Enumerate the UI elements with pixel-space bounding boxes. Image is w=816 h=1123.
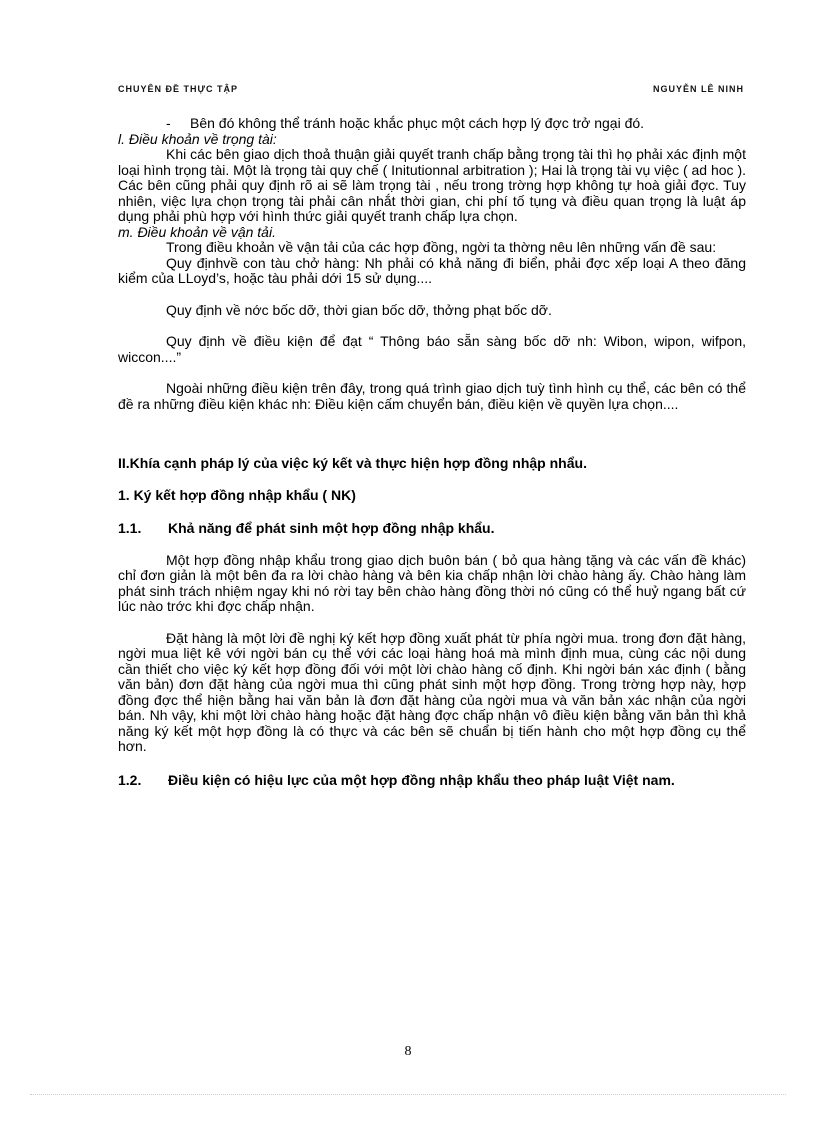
heading-1-2 xyxy=(118,773,746,789)
paragraph-m5: Ngoài những điều kiện trên đây, trong quá trình giao dịch tuỳ tình hình cụ thể, các bên có thể đề ra những điều kiện khác nh: Điều kiện cấm chuyển bán, điều kiện về quyền lựa chọn.... xyxy=(118,380,746,412)
section-ii-title: II.Khía cạnh pháp lý của việc ký kết và thực hiện hợp đồng nhập nhẩu. xyxy=(118,455,587,471)
heading-1-1-text: Khả năng để phát sinh một hợp đồng nhập khẩu. xyxy=(168,520,495,536)
paragraph-m2: Quy địnhvề con tàu chở hàng: Nh phải có khả năng đi biển, phải đợc xếp loại A theo đăng kiểm của LLoyd’s, hoặc tàu phải dới 15 sử dụng.... xyxy=(118,254,746,286)
page-header xyxy=(118,84,744,98)
heading-m: m. Điều khoản về vận tải. xyxy=(118,223,276,240)
heading-1-1-number: 1.1. xyxy=(118,520,142,536)
header-right: NGUYỄN LÊ NINH xyxy=(652,84,744,94)
heading-1: 1. Ký kết hợp đồng nhập khẩu ( NK) xyxy=(118,486,356,503)
paragraph-1-1a: Một hợp đồng nhập khẩu trong giao dịch buôn bán ( bỏ qua hàng tặng và các vấn đề khác) chỉ đơn giản là một bên đa ra lời chào hàng và bên kia chấp nhận lời chào hàng ấy. Chào hàng làm phát sinh trách nhiệm ngay khi nó rời tay bên chào hàng đồng thời nó cũng có thể huỷ ngang bất cứ lúc nào trớc khi đợc chấp nhận. xyxy=(118,551,746,614)
paragraph-m1: Trong điều khoản về vận tải của các hợp đồng, ngời ta thờng nêu lên những vấn đề sau: xyxy=(166,239,717,255)
heading-1-1 xyxy=(118,521,746,537)
paragraph-m3: Quy định về nớc bốc dỡ, thời gian bốc dỡ, thởng phạt bốc dỡ. xyxy=(166,301,552,318)
bullet-text: Bên đó không thể tránh hoặc khắc phục một cách hợp lý đợc trở ngại đó. xyxy=(190,115,645,131)
bullet-item xyxy=(166,116,746,132)
heading-1-2-number: 1.2. xyxy=(118,771,142,788)
paragraph-m4: Quy định về điều kiện để đạt “ Thông báo sẵn sàng bốc dỡ nh: Wibon, wipon, wifpon, wiccon....” xyxy=(118,333,746,365)
heading-l: l. Điều khoản về trọng tài: xyxy=(118,130,277,147)
paragraph-1-1b: Đặt hàng là một lời đề nghị ký kết hợp đồng xuất phát từ phía ngời mua. trong đơn đặt hàng, ngời mua liệt kê với ngời bán cụ thể với các loại hàng hoá mà mình định mua, cùng các nội dung cần thiết cho việc ký kết hợp đồng đối với một lời chào hàng cố định. Khi ngời bán xác định ( bằng văn bản) đơn đặt hàng của ngời mua thì cũng phát sinh một hợp đồng. Trong trờng hợp này, hợp đồng đợc thể hiện bằng hai văn bản là đơn đặt hàng của ngời mua và văn bản xác nhận của ngời bán. Nh vậy, khi một lời chào hàng hoặc đặt hàng đợc chấp nhận vô điều kiện bằng văn bản thì khả năng ký kết một hợp đồng là có thực và các bên sẽ chuẩn bị tiến hành cho một hợp đồng cụ thể hơn. xyxy=(118,629,746,754)
bullet-dash: - xyxy=(166,115,171,131)
heading-1-2-text: Điều kiện có hiệu lực của một hợp đồng nhập khẩu theo pháp luật Việt nam. xyxy=(168,771,675,788)
footer-divider xyxy=(30,1094,786,1095)
paragraph-l: Khi các bên giao dịch thoả thuận giải quyết tranh chấp bằng trọng tài thì họ phải xác định một loại hình trọng tài. Một là trọng tài quy chế ( Initutionnal arbitration ); Hai là trọng tài vụ việc ( ad hoc ). Các bên cũng phải quy định rõ ai sẽ làm trọng tài , nếu trong trờng hợp không tự hoà giải đợc. Tuy nhiên, việc lựa chọn trọng tài phải cân nhắt thời gian, chi phí tố tụng và điều quan trọng là luật áp dụng phải phù hợp với hình thức giải quyết tranh chấp lựa chọn. xyxy=(118,146,746,224)
document-body xyxy=(118,116,746,788)
header-left: CHUYÊN ĐỀ THỰC TẬP xyxy=(118,84,238,94)
page-number: 8 xyxy=(404,1044,412,1059)
